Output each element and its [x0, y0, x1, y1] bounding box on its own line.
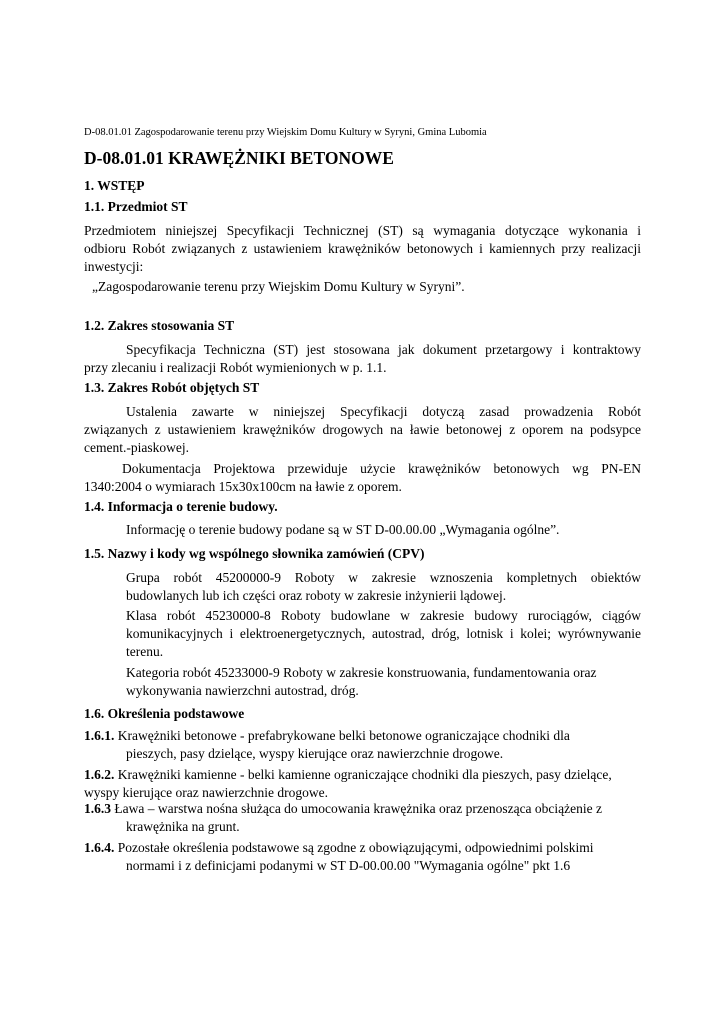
cpv-class	[126, 607, 641, 661]
text-line: Specyfikacja Techniczna (ST) jest stosowana jak dokument przetargowy i kontraktowy	[126, 342, 641, 357]
text-line: przy zlecaniu i realizacji Robót wymienionych w p. 1.1.	[84, 360, 387, 375]
text-line: pieszych, pasy dzielące, wyspy kierujące oraz nawierzchnie drogowe.	[126, 746, 504, 761]
text-line: budowlanych lub ich części oraz roboty w zakresie inżynierii lądowej.	[126, 588, 507, 603]
text-line: związanych z ustawieniem krawężników drogowych na ławie betonowej z oporem na podsypce	[84, 422, 641, 437]
investment-quote: „Zagospodarowanie terenu przy Wiejskim Domu Kultury w Syryni”.	[92, 279, 465, 294]
text-line: 1340:2004 o wymiarach 15x30x100cm na ławie z oporem.	[84, 479, 402, 494]
section-1-4-heading: 1.4. Informacja o terenie budowy.	[84, 499, 278, 514]
text-line: Grupa robót 45200000-9 Roboty w zakresie wznoszenia kompletnych obiektów	[126, 570, 641, 585]
definition-1-6-1	[84, 727, 641, 763]
text-line: Krawężniki betonowe - prefabrykowane belki betonowe ograniczające chodniki dla	[114, 728, 570, 743]
text-line: Krawężniki kamienne - belki kamienne ograniczające chodniki dla pieszych, pasy dzielące,	[114, 767, 612, 782]
text-line: odbioru Robót związanych z ustawieniem krawężników betonowych i kamiennych przy realizacji	[84, 241, 641, 256]
definition-number: 1.6.1.	[84, 728, 115, 743]
section-1-6-heading: 1.6. Określenia podstawowe	[84, 706, 245, 721]
text-line: Ława – warstwa nośna służąca do umocowania krawężnika oraz przenosząca obciążenie z	[111, 801, 603, 816]
text-line: terenu.	[126, 644, 164, 659]
text-line: Dokumentacja Projektowa przewiduje użycie krawężników betonowych wg PN-EN	[122, 461, 641, 476]
definition-1-6-2	[84, 766, 641, 802]
text-line: wyspy kierujące oraz nawierzchnie drogowe.	[84, 785, 329, 800]
definition-number: 1.6.2.	[84, 767, 115, 782]
text-line: inwestycji:	[84, 259, 144, 274]
section-1-3-paragraph-2	[84, 460, 641, 496]
definition-1-6-3	[84, 800, 641, 836]
text-line: Przedmiotem niniejszej Specyfikacji Technicznej (ST) są wymagania dotyczące wykonania i	[84, 223, 641, 238]
section-1-5-heading: 1.5. Nazwy i kody wg wspólnego słownika zamówień (CPV)	[84, 546, 425, 561]
text-line: Pozostałe określenia podstawowe są zgodne z obowiązującymi, odpowiednimi polskimi	[114, 840, 594, 855]
section-1-3-paragraph-1	[84, 403, 641, 457]
text-line: komunikacyjnych i elektroenergetycznych, autostrad, dróg, lotnisk i kolei; wyrównywanie	[126, 626, 641, 641]
text-line: krawężnika na grunt.	[126, 819, 240, 834]
definition-number: 1.6.3	[84, 801, 111, 816]
document-title: D-08.01.01 KRAWĘŻNIKI BETONOWE	[84, 148, 394, 168]
section-1-4-text: Informację o terenie budowy podane są w ST D-00.00.00 „Wymagania ogólne”.	[126, 522, 560, 537]
text-line: normami i z definicjami podanymi w ST D-00.00.00 "Wymagania ogólne" pkt 1.6	[126, 858, 571, 873]
section-1-2-heading: 1.2. Zakres stosowania ST	[84, 318, 235, 333]
text-line: Ustalenia zawarte w niniejszej Specyfikacji dotyczą zasad prowadzenia Robót	[126, 404, 641, 419]
section-1-1-heading: 1.1. Przedmiot ST	[84, 199, 188, 214]
page-header: D-08.01.01 Zagospodarowanie terenu przy Wiejskim Domu Kultury w Syryni, Gmina Lubomia	[84, 127, 487, 138]
section-1-2-paragraph	[84, 341, 641, 377]
definition-1-6-4	[84, 839, 641, 875]
definition-number: 1.6.4.	[84, 840, 115, 855]
text-line: Kategoria robót 45233000-9 Roboty w zakresie konstruowania, fundamentowania oraz	[126, 665, 597, 680]
text-line: cement.-piaskowej.	[84, 440, 189, 455]
section-1-1-paragraph	[84, 222, 641, 276]
cpv-category	[126, 664, 641, 700]
section-1-heading: 1. WSTĘP	[84, 178, 145, 193]
cpv-group	[126, 569, 641, 605]
text-line: Klasa robót 45230000-8 Roboty budowlane w zakresie budowy rurociągów, ciągów	[126, 608, 641, 623]
section-1-3-heading: 1.3. Zakres Robót objętych ST	[84, 380, 260, 395]
text-line: wykonywania nawierzchni autostrad, dróg.	[126, 683, 359, 698]
